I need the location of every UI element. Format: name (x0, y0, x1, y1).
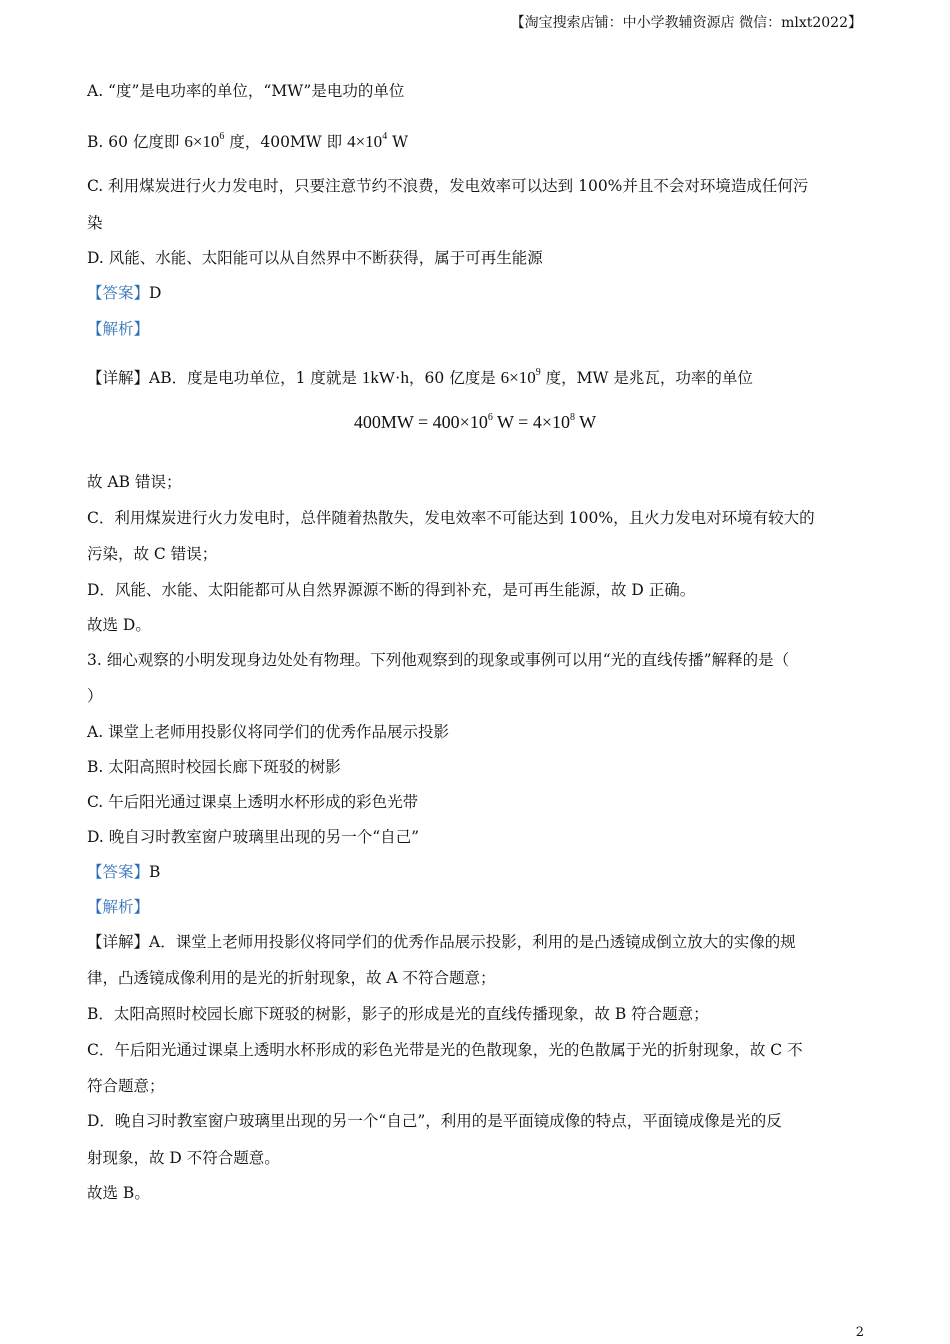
q2-option-b-mid: 度，400MW 即 (224, 133, 348, 151)
formula-exponent-b: 8 (569, 412, 575, 423)
q2-option-b-post: W (387, 133, 409, 151)
detail-math-exp (501, 368, 541, 387)
q3-detail-line1 (87, 931, 796, 953)
q3-option-a: A. 课堂上老师用投影仪将同学们的优秀作品展示投影 (87, 723, 450, 741)
q3-detail-line2: 律，凸透镜成像利用的是光的折射现象，故 A 不符合题意； (87, 969, 496, 987)
q2-option-b-math-1 (184, 132, 224, 151)
math-base: 6×10 (184, 132, 220, 151)
q2-option-b (87, 126, 408, 153)
detail-pre: AB．度是电功单位，1 度就是 (149, 369, 362, 387)
detail-tag: 【详解】 (87, 933, 150, 951)
q3-option-c: C. 午后阳光通过课桌上透明水杯形成的彩色光带 (87, 793, 419, 811)
page-number: 2 (855, 1325, 864, 1340)
q3-analysis-tag: 【解析】 (87, 898, 150, 916)
formula-part-b: W = 4×10 (492, 412, 570, 432)
q2-option-d: D. 风能、水能、太阳能可以从自然界中不断获得，属于可再生能源 (87, 249, 543, 267)
q3-detail-line8: 故选 B。 (87, 1184, 150, 1202)
q2-detail-l2: C．利用煤炭进行火力发电时，总伴随着热散失，发电效率不可能达到 100%，且火力发电对环境有较大的 (87, 509, 815, 527)
formula-exponent-a: 6 (487, 412, 493, 423)
q2-detail-l4: D．风能、水能、太阳能都可从自然界源源不断的得到补充，是可再生能源，故 D 正确。 (87, 581, 696, 599)
q2-option-c-line2: 染 (87, 214, 103, 232)
q3-answer (87, 861, 160, 883)
q3-detail-line4: C．午后阳光通过课桌上透明水杯形成的彩色光带是光的色散现象，光的色散属于光的折射现象，故 C 不 (87, 1041, 803, 1059)
math-base: 4×10 (347, 132, 383, 151)
detail-post: 度，MW 是兆瓦，功率的单位 (540, 369, 753, 387)
detail-mid: ，60 亿度是 (409, 369, 501, 387)
detail-math-kwh: 1kW·h (361, 368, 410, 387)
q2-detail-l1: 故 AB 错误； (87, 473, 182, 491)
answer-value: D (149, 284, 162, 302)
q2-detail-l3: 污染，故 C 错误； (87, 545, 218, 563)
q2-formula (0, 412, 950, 433)
q3-detail-line7: 射现象，故 D 不符合题意。 (87, 1149, 280, 1167)
q2-option-b-pre: B. 60 亿度即 (87, 133, 185, 151)
q3-option-b: B. 太阳高照时校园长廊下斑驳的树影 (87, 758, 341, 776)
q2-detail-l5: 故选 D。 (87, 616, 151, 634)
q3-stem-line2: ） (87, 687, 103, 705)
answer-tag: 【答案】 (87, 284, 150, 302)
math-exponent: 4 (382, 131, 388, 142)
q3-detail-line3: B．太阳高照时校园长廊下斑驳的树影，影子的形成是光的直线传播现象，故 B 符合题意； (87, 1005, 709, 1023)
q2-option-b-math-2 (347, 132, 387, 151)
q2-answer (87, 282, 161, 304)
formula-part-a: 400MW = 400×10 (353, 412, 488, 432)
q3-detail-line5: 符合题意； (87, 1077, 165, 1095)
q2-option-c-line1: C. 利用煤炭进行火力发电时，只要注意节约不浪费，发电效率可以达到 100%并且不会对环境造成任何污 (87, 177, 809, 195)
q2-analysis-tag: 【解析】 (87, 320, 150, 338)
formula-part-c: W (574, 412, 597, 432)
page-header-watermark: 【淘宝搜索店铺：中小学教辅资源店 微信：mlxt2022】 (510, 15, 862, 31)
q3-detail-line6: D．晚自习时教室窗户玻璃里出现的另一个“自己”，利用的是平面镜成像的特点，平面镜成像是光的反 (87, 1112, 782, 1130)
math-exponent: 9 (535, 367, 541, 378)
q2-option-a: A. “度”是电功率的单位，“MW”是电功的单位 (87, 82, 405, 100)
q3-stem-line1: 3. 细心观察的小明发现身边处处有物理。下列他观察到的现象或事例可以用“光的直线传播”解释的是（ (87, 651, 790, 669)
math-base: 6×10 (500, 368, 536, 387)
q2-detail-line1 (87, 362, 753, 389)
math-exponent: 6 (219, 131, 225, 142)
detail-tag: 【详解】 (87, 369, 150, 387)
answer-value: B (149, 863, 161, 881)
q3-option-d: D. 晚自习时教室窗户玻璃里出现的另一个“自己” (87, 828, 420, 846)
answer-tag: 【答案】 (87, 863, 150, 881)
detail-text: A．课堂上老师用投影仪将同学们的优秀作品展示投影，利用的是凸透镜成倒立放大的实像的规 (149, 933, 796, 951)
